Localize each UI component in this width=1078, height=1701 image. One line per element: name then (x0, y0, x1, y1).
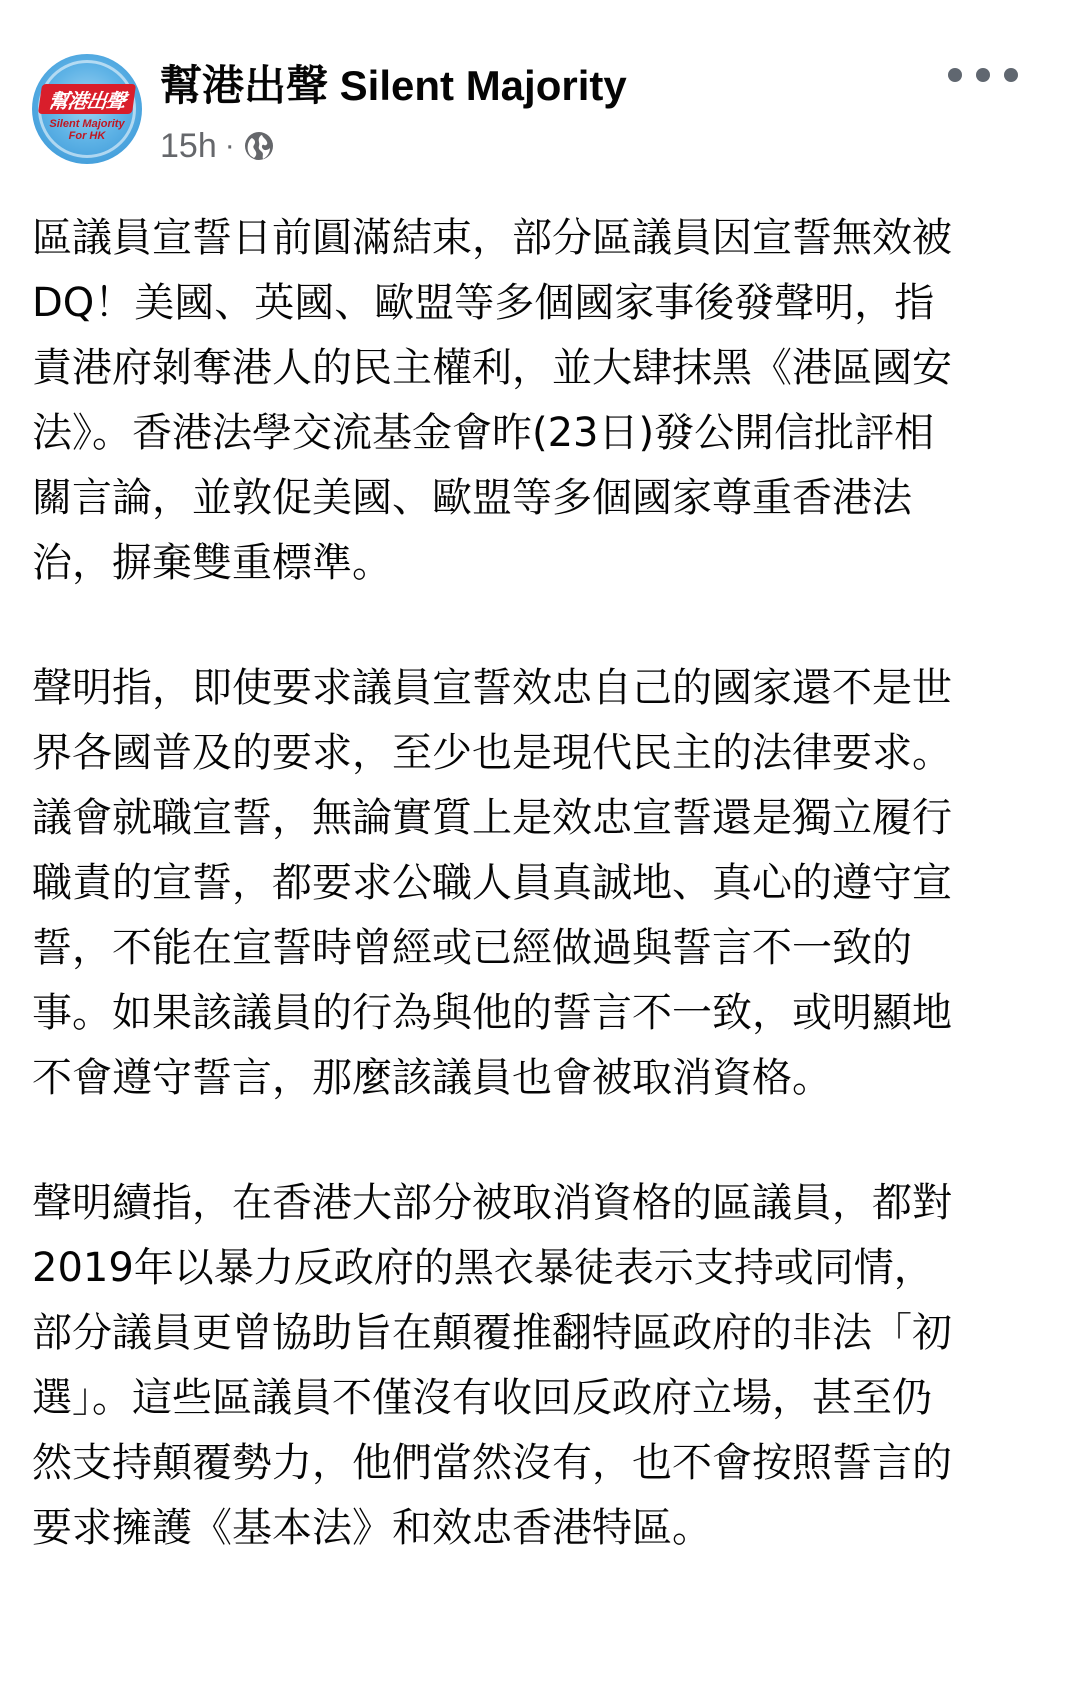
post-paragraph-3 (32, 1171, 1052, 1561)
more-dots-icon (948, 68, 962, 82)
text-line: 2019年以暴力反政府的黑衣暴徒表示支持或同情， (32, 1245, 934, 1291)
text-line: 責港府剝奪港人的民主權利，並大肆抹黑《港區國安 (32, 345, 952, 391)
text-line: 職責的宣誓，都要求公職人員真誠地、真心的遵守宣 (32, 860, 952, 906)
text-line: 治，摒棄雙重標準。 (32, 540, 392, 586)
text-line: 誓，不能在宣誓時曾經或已經做過與誓言不一致的 (32, 925, 912, 971)
text-line: 選」。這些區議員不僅沒有收回反政府立場，甚至仍 (32, 1375, 932, 1421)
more-dots-icon (976, 68, 990, 82)
avatar-logo-subtitle (32, 118, 142, 142)
text-line: 議會就職宣誓，無論實質上是效忠宣誓還是獨立履行 (32, 795, 952, 841)
post-timestamp[interactable]: 15h (160, 126, 217, 165)
text-line: 法》。香港法學交流基金會昨(23日)發公開信批評相 (32, 410, 935, 456)
text-line: 要求擁護《基本法》和效忠香港特區。 (32, 1505, 712, 1551)
text-line: 不會遵守誓言，那麼該議員也會被取消資格。 (32, 1055, 832, 1101)
post-paragraph-1 (32, 206, 1052, 596)
more-options-button[interactable] (948, 60, 1018, 90)
post-body (32, 206, 1052, 1561)
text-line: 部分議員更曾協助旨在顛覆推翻特區政府的非法「初 (32, 1310, 952, 1356)
avatar-banner (38, 84, 136, 114)
text-line: DQ！美國、英國、歐盟等多個國家事後發聲明，指 (32, 280, 935, 326)
text-line: 聲明指，即使要求議員宣誓效忠自己的國家還不是世 (32, 665, 952, 711)
avatar-logo-text: 幫港出聲 (47, 88, 127, 113)
text-line: 關言論，並敦促美國、歐盟等多個國家尊重香港法 (32, 475, 912, 521)
more-dots-icon (1004, 68, 1018, 82)
text-line: 界各國普及的要求，至少也是現代民主的法律要求。 (32, 730, 952, 776)
avatar-logo-line1: Silent Majority (49, 118, 125, 130)
post-header (0, 0, 1078, 190)
page-name-link[interactable]: 幫港出聲 Silent Majority (160, 62, 627, 109)
text-line: 事。如果該議員的行為與他的誓言不一致，或明顯地 (32, 990, 952, 1036)
post-meta (160, 124, 275, 168)
text-line: 聲明續指，在香港大部分被取消資格的區議員，都對 (32, 1180, 952, 1226)
text-line: 區議員宣誓日前圓滿結束，部分區議員因宣誓無效被 (32, 215, 952, 261)
post-paragraph-2 (32, 656, 1052, 1111)
globe-icon[interactable] (243, 130, 275, 162)
text-line: 然支持顛覆勢力，他們當然沒有，也不會按照誓言的 (32, 1440, 952, 1486)
avatar-logo-line2: For HK (68, 130, 106, 142)
meta-separator: · (224, 129, 235, 162)
page-avatar[interactable] (32, 54, 142, 164)
